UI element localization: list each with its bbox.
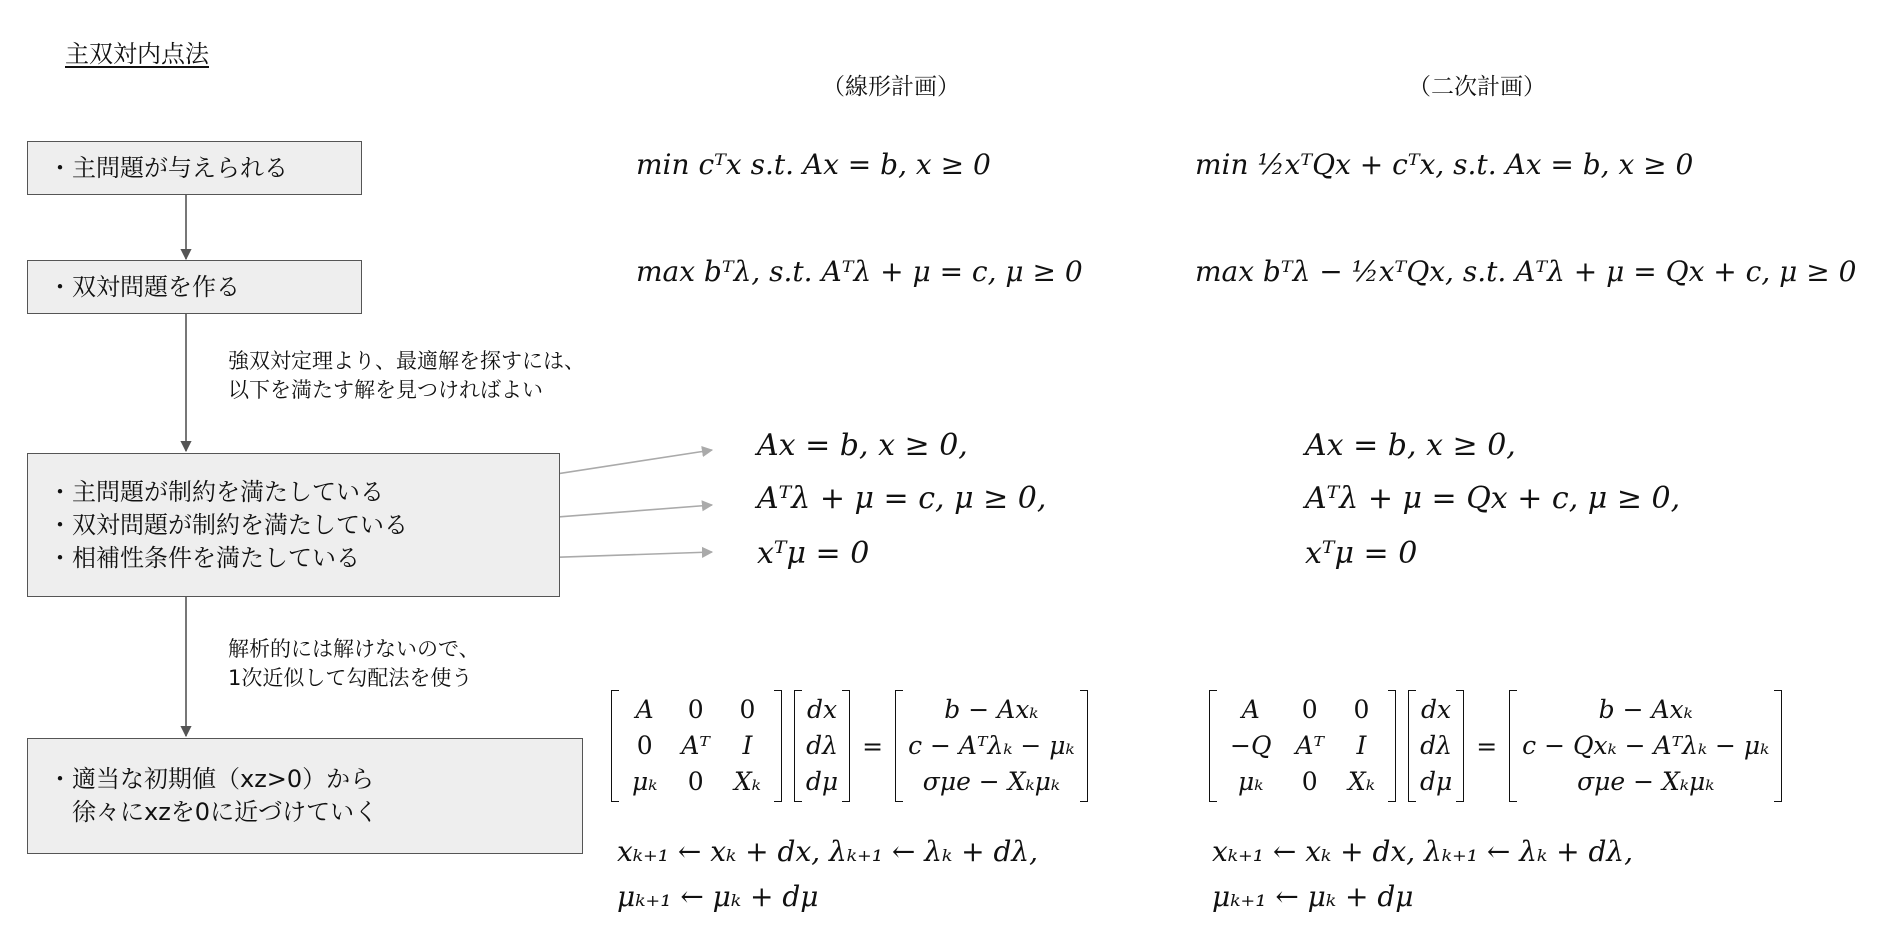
- qp-dual-feasibility: Aᵀλ + μ = Qx + c, μ ≥ 0,: [1305, 481, 1681, 516]
- qp-residual-vector: b − Axₖ c − Qxₖ − Aᵀλₖ − μₖ σμe − Xₖμₖ: [1509, 690, 1782, 802]
- lp-update-rule-1: xₖ₊₁ ← xₖ + dx, λₖ₊₁ ← λₖ + dλ,: [617, 835, 1039, 868]
- given-primal-problem-box: [27, 141, 362, 195]
- lp-newton-system: [611, 690, 1088, 802]
- lp-residual-vector: b − Axₖ c − Aᵀλₖ − μₖ σμe − Xₖμₖ: [895, 690, 1088, 802]
- lp-update-rule-2: μₖ₊₁ ← μₖ + dμ: [617, 880, 819, 913]
- qp-dual-equation: max bᵀλ − ½xᵀQx, s.t. Aᵀλ + μ = Qx + c, μ ≥ 0: [1195, 255, 1857, 288]
- make-dual-problem-label: ・双対問題を作る: [48, 272, 240, 301]
- qp-primal-feasibility: Ax = b, x ≥ 0,: [1305, 428, 1516, 463]
- complementarity-label: ・相補性条件を満たしている: [48, 543, 360, 572]
- page-title: 主双対内点法: [65, 40, 209, 68]
- lp-coefficient-matrix: A 0 0 0 Aᵀ I μₖ 0 Xₖ: [611, 690, 782, 802]
- lp-equals-sign: =: [862, 731, 884, 761]
- make-dual-problem-box: [27, 260, 362, 314]
- approach-zero-label: 徐々にxzを0に近づけていく: [48, 798, 379, 826]
- qp-update-rule-1: xₖ₊₁ ← xₖ + dx, λₖ₊₁ ← λₖ + dλ,: [1212, 835, 1634, 868]
- lp-dual-feasibility: Aᵀλ + μ = c, μ ≥ 0,: [757, 481, 1047, 516]
- qp-newton-system: [1209, 690, 1782, 802]
- lp-step-vector: dx dλ dμ: [794, 690, 850, 802]
- qp-complementarity: xᵀμ = 0: [1305, 536, 1418, 571]
- strong-duality-note: 強双対定理より、最適解を探すには、 以下を満たす解を見つければよい: [228, 349, 585, 402]
- qp-equals-sign: =: [1476, 731, 1498, 761]
- qp-coefficient-matrix: A 0 0 −Q Aᵀ I μₖ 0 Xₖ: [1209, 690, 1396, 802]
- optimality-conditions-box: [27, 453, 560, 597]
- qp-update-rule-2: μₖ₊₁ ← μₖ + dμ: [1212, 880, 1414, 913]
- primal-feasibility-label: ・主問題が制約を満たしている: [48, 477, 384, 506]
- linearization-note: 解析的には解けないので、 1次近似して勾配法を使う: [228, 637, 480, 690]
- qp-step-vector: dx dλ dμ: [1408, 690, 1464, 802]
- iterative-method-box: [27, 738, 583, 854]
- dual-feasibility-label: ・双対問題が制約を満たしている: [48, 510, 408, 539]
- qp-column-heading: （二次計画）: [1408, 74, 1546, 100]
- lp-dual-equation: max bᵀλ, s.t. Aᵀλ + μ = c, μ ≥ 0: [636, 255, 1083, 288]
- given-primal-problem-label: ・主問題が与えられる: [48, 153, 288, 182]
- lp-primal-equation: min cᵀx s.t. Ax = b, x ≥ 0: [636, 148, 991, 181]
- qp-primal-equation: min ½xᵀQx + cᵀx, s.t. Ax = b, x ≥ 0: [1195, 148, 1694, 181]
- initial-value-label: ・適当な初期値（xz>0）から: [48, 765, 375, 793]
- lp-column-heading: （線形計画）: [822, 74, 960, 100]
- lp-primal-feasibility: Ax = b, x ≥ 0,: [757, 428, 968, 463]
- lp-complementarity: xᵀμ = 0: [757, 536, 870, 571]
